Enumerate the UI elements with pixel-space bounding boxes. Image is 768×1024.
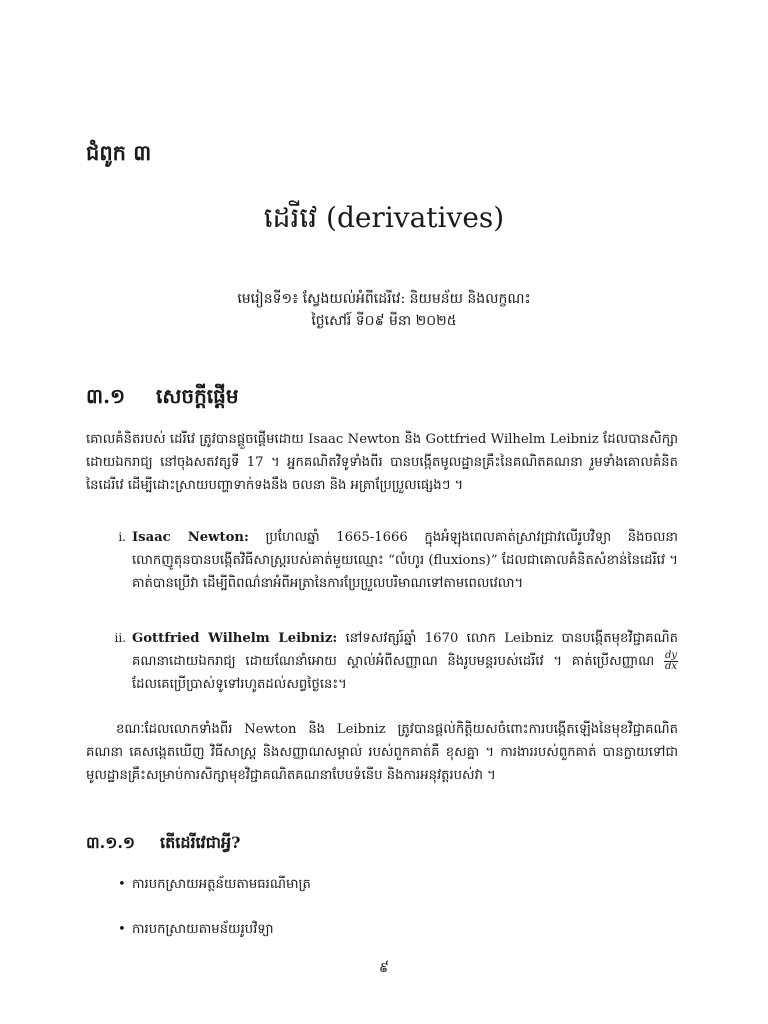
list-item-text-continued: ដែលគេប្រើប្រាស់ទូទៅរហូតដល់សព្វថ្ងៃនេះ។ (132, 677, 347, 692)
list-item-term: Isaac Newton: (132, 530, 249, 545)
bullet-list (118, 875, 311, 895)
list-marker: ii. (114, 631, 126, 645)
subsection-title: តើដេរីវេជាអ្វី? (160, 833, 241, 852)
lesson-title-line: មេរៀនទី១៖ ស្វែងយល់អំពីដេរីវេ: និយមន័យ និងលក្ខណះ (237, 291, 531, 307)
section-heading (86, 383, 239, 413)
lesson-date-line: ថ្ងៃសៅរ៍ ទី០៩ មីនា ២០២៥ (311, 313, 457, 329)
dy-dx-fraction (664, 651, 678, 672)
section-title: សេចក្តីផ្តើម (156, 384, 239, 408)
page-number: ៩ (379, 960, 389, 976)
list-marker: i. (118, 530, 126, 544)
fraction-numerator: dy (664, 650, 677, 661)
closing-paragraph: ខណៈដែលលោកទាំងពីរ Newton និង Leibniz ត្រូវបានផ្តល់កិត្តិយសចំពោះការបង្កើតឡើងនៃមុខវិជ្ជាគណិតគណនា គេសង្កេតឃើញ វិធីសាស្ត្រ និងសញ្ញាណសម្គាល់ របស់ពួកគាត់គឺ ខុសគ្នា ។ ការងាររបស់ពួកគាត់ បានក្លាយទៅជាមូលដ្ឋានគ្រឹះសម្រាប់ការសិក្សាមុខវិជ្ជាគណិតគណនាបែបទំនើប និងការអនុវត្តរបស់វា ។ (86, 722, 678, 783)
list-item-text: នៅទសវត្សរ៍ឆ្នាំ 1670 លោក Leibniz បានបង្កើតមុខវិជ្ជាគណិតគណនាដោយឯករាជ្យ ដោយណែនាំអោយ ស្គាល់អំពីសញ្ញាណ និងរូបមន្តរបស់ដេរីវេ ។ គាត់ប្រើសញ្ញាណ (132, 631, 678, 669)
bullet-item: • ការបកស្រាយតាមន័យរូបវិទ្យា (118, 920, 274, 940)
lesson-subtitle (0, 288, 768, 332)
section-number: ៣.១ (86, 384, 126, 408)
fraction-denominator: dx (664, 661, 677, 672)
list-item-text: ប្រហែលឆ្នាំ 1665-1666 ក្នុងអំឡុងពេលគាត់ស្រាវជ្រាវលើរូបវិទ្យា និងចលនា លោកញូតុនបានបង្កើតវិធីសាស្ត្ររបស់គាត់មួយឈ្មោះ “លំហូរ (fluxions)” ដែលជាគោលគំនិតសំខាន់នៃដេរីវេ ។ គាត់បានប្រើវា ដើម្បីពិពណ៌នាអំពីអត្រានៃការប្រែប្រួលបរិមាណទៅតាមពេលវេលា។ (132, 530, 678, 591)
list-item (108, 526, 678, 595)
intro-paragraph: គោលគំនិតរបស់ ដេរីវេ ត្រូវបានផ្តួចផ្តើមដោយ Isaac Newton និង Gottfried Wilhelm Leibniz ដែលបានសិក្សាដោយឯករាជ្យ នៅចុងសតវត្សទី 17 ។ អ្នកគណិតវិទូទាំងពីរ បានបង្កើតមូលដ្ឋានគ្រឹះនៃគណិតគណនា រួមទាំងគោលគំនិតនៃដេរីវេ ដើម្បីដោះស្រាយបញ្ហាទាក់ទងនឹង ចលនា និង អត្រាប្រែប្រួលផ្សេងៗ ។ (86, 432, 678, 493)
chapter-title: ដេរីវេ (derivatives) (263, 201, 505, 234)
history-list-newton (108, 526, 678, 595)
bullet-item: • ការបកស្រាយអត្ថន័យតាមធរណីមាត្រ (118, 875, 311, 895)
history-list-leibniz (108, 627, 678, 696)
subsection-number: ៣.១.១ (86, 833, 136, 852)
chapter-label: ជំពូក ៣ (86, 140, 152, 165)
list-item (108, 627, 678, 696)
subsection-heading (86, 832, 240, 856)
bullet-list (118, 920, 274, 940)
list-item-term: Gottfried Wilhelm Leibniz: (132, 631, 338, 646)
